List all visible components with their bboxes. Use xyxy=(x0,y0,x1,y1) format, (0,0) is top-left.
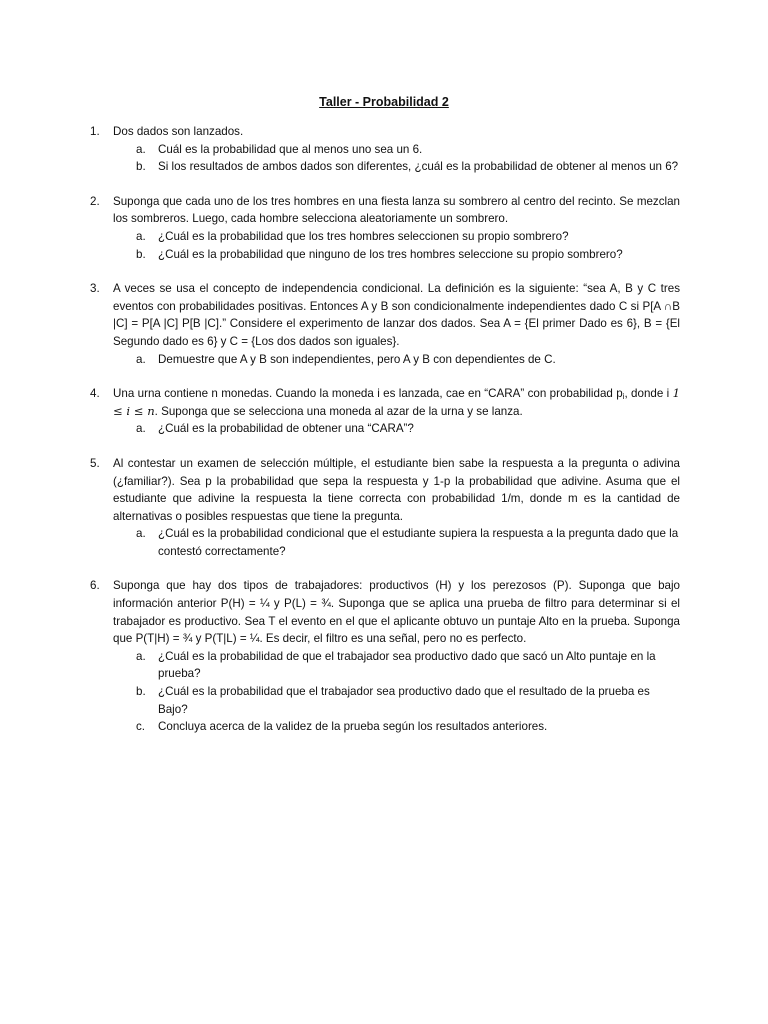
question-text-part: , donde i xyxy=(624,387,673,401)
sub-question xyxy=(113,351,680,369)
question-text-part: Una urna contiene n monedas. Cuando la moneda i es lanzada, cae en “CARA” con probabilidad p xyxy=(113,387,623,401)
document-title: Taller - Probabilidad 2 xyxy=(319,95,449,109)
sub-question-letter: a. xyxy=(136,527,146,541)
sub-question-letter: b. xyxy=(136,247,146,261)
sub-question xyxy=(113,228,680,246)
question-number: 1. xyxy=(90,125,100,138)
sub-question-text: ¿Cuál es la probabilidad condicional que el estudiante supiera la respuesta a la pregunta dado que la contestó correctamente? xyxy=(158,527,679,558)
sub-question-list xyxy=(113,351,680,369)
question-number: 2. xyxy=(90,194,100,208)
sub-question-text: ¿Cuál es la probabilidad de que el trabajador sea productivo dado que sacó un Alto puntaje en la prueba? xyxy=(158,649,656,681)
question-text: Suponga que hay dos tipos de trabajadores: productivos (H) y los perezosos (P). Suponga que bajo información anterior P(H) = ¼ y P(L) = ¾. Suponga que se aplica una prueba de filtro para determinar si el trabajador es productivo. Sea T el evento en el que el aplicante obtuvo un puntaje Alto en la prueba. Suponga que P(T|H) = ¾ y P(T|L) = ¼. Es decir, el filtro es una señal, pero no es perfecto. xyxy=(113,579,680,646)
sub-question-letter: a. xyxy=(136,229,146,243)
sub-question-text: Si los resultados de ambos dados son diferentes, ¿cuál es la probabilidad de obtener al menos un 6? xyxy=(158,160,679,174)
sub-question xyxy=(113,141,680,159)
sub-question xyxy=(113,525,680,560)
math-inequality: 1 ≤ i ≤ n xyxy=(113,386,680,418)
question-number: 3. xyxy=(90,282,100,296)
sub-question xyxy=(113,718,680,736)
question-text: Al contestar un examen de selección múltiple, el estudiante bien sabe la respuesta a la pregunta o adivina (¿familiar?). Sea p la probabilidad que sepa la respuesta y 1-p la probabilidad que adivine. Asuma que el estudiante que adivine la respuesta la tiene correcta con probabilidad 1/m, donde m es la cantidad de alternativas o posibles respuestas que tiene la pregunta. xyxy=(113,456,680,523)
sub-question-letter: b. xyxy=(136,160,146,174)
question-3 xyxy=(90,280,680,368)
question-1 xyxy=(90,123,680,176)
sub-question-text: ¿Cuál es la probabilidad que el trabajador sea productivo dado que el resultado de la prueba es Bajo? xyxy=(158,685,650,716)
sub-question xyxy=(113,683,680,718)
sub-question-text: ¿Cuál es la probabilidad que los tres hombres seleccionen su propio sombrero? xyxy=(158,229,569,243)
sub-question-text: ¿Cuál es la probabilidad de obtener una “CARA”? xyxy=(158,422,414,436)
question-text: Suponga que cada uno de los tres hombres en una fiesta lanza su sombrero al centro del recinto. Se mezclan los sombreros. Luego, cada hombre selecciona aleatoriamente un sombrero. xyxy=(113,194,680,226)
question-2 xyxy=(90,193,680,263)
question-number: 4. xyxy=(90,387,100,401)
sub-question-text: Cuál es la probabilidad que al menos uno sea un 6. xyxy=(158,142,423,156)
sub-question-letter: a. xyxy=(136,142,146,156)
sub-question-text: Concluya acerca de la validez de la prueba según los resultados anteriores. xyxy=(158,720,548,734)
sub-question-text: Demuestre que A y B son independientes, pero A y B con dependientes de C. xyxy=(158,352,556,366)
question-6 xyxy=(90,577,680,735)
sub-question-list xyxy=(113,420,680,438)
sub-question-letter: a. xyxy=(136,649,146,663)
question-5 xyxy=(90,455,680,561)
sub-question xyxy=(113,420,680,438)
sub-question-list xyxy=(113,228,680,263)
question-4 xyxy=(90,385,680,438)
sub-question xyxy=(113,246,680,264)
sub-question-list xyxy=(113,648,680,736)
sub-question-text: ¿Cuál es la probabilidad que ninguno de los tres hombres seleccione su propio sombrero? xyxy=(158,247,623,261)
sub-question-letter: c. xyxy=(136,720,146,734)
sub-question-letter: a. xyxy=(136,352,146,366)
sub-question xyxy=(113,648,680,683)
sub-question-list xyxy=(113,525,680,560)
sub-question-letter: a. xyxy=(136,422,146,436)
probability-subscript: i xyxy=(622,392,625,402)
question-text: Dos dados son lanzados. xyxy=(113,125,244,138)
question-number: 5. xyxy=(90,456,100,470)
question-text-part: . Suponga que se selecciona una moneda al azar de la urna y se lanza. xyxy=(154,404,523,418)
question-number: 6. xyxy=(90,579,100,593)
question-text: A veces se usa el concepto de independencia condicional. La definición es la siguiente: “sea A, B y C tres eventos con probabilidades positivas. Entonces A y B son condicionalmente independientes dado C si P[A ∩B |C] = P[A |C] P[B |C].” Considere el experimento de lanzar dos dados. Sea A = {El primer Dado es 6}, B = {El Segundo dado es 6} y C = {Los dos dados son iguales}. xyxy=(113,282,680,348)
sub-question-list xyxy=(113,141,680,176)
sub-question xyxy=(113,158,680,176)
question-list xyxy=(90,123,680,753)
question-text xyxy=(113,385,680,420)
sub-question-letter: b. xyxy=(136,685,146,699)
